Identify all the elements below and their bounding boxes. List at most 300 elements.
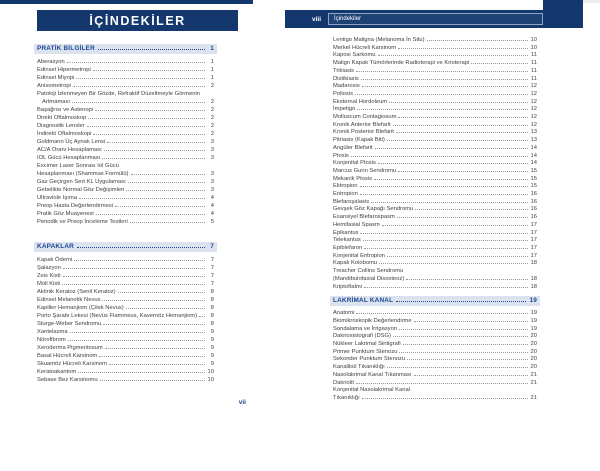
toc-entry-label: Konjenital Entropion <box>333 252 385 259</box>
toc-entry <box>333 168 537 176</box>
dotted-leader <box>360 194 528 195</box>
toc-entry <box>333 37 537 45</box>
dotted-leader <box>356 313 528 314</box>
toc-entry-label: Periodik ve Preop İnceleme Testleri <box>37 219 128 225</box>
dotted-leader <box>378 55 528 56</box>
toc-entry-label: Gevşek Göz Kapağı Sendromu <box>333 206 414 213</box>
dotted-leader <box>115 206 205 207</box>
toc-entry-page-number: 16 <box>530 214 537 221</box>
toc-entry-label: Epikantus <box>333 229 359 236</box>
toc-entry-page-number: 9 <box>210 345 214 351</box>
dotted-leader <box>126 308 205 309</box>
toc-entry <box>37 210 214 218</box>
toc-entry-label: Madarosis <box>333 83 360 90</box>
dotted-leader <box>364 287 528 288</box>
toc-entry-label: Sekonder Punktum Stenozu <box>333 356 406 363</box>
dotted-leader <box>396 132 528 133</box>
toc-entry-page-number: 20 <box>530 356 537 363</box>
toc-entry <box>37 304 214 312</box>
dotted-leader <box>99 356 205 357</box>
toc-entry <box>37 186 214 194</box>
toc-entry-page-number: 2 <box>210 99 214 105</box>
toc-entry-label: Marcus Gunn Sendromu <box>333 167 397 174</box>
toc-entry-page-number: 1 <box>210 67 214 73</box>
toc-entry-label: Diagnostik Lensler <box>37 123 85 129</box>
toc-entry <box>333 260 537 268</box>
toc-entry <box>333 222 537 230</box>
toc-entry-label: Excimer Laser Sonrası Iol Gücü <box>37 163 119 169</box>
toc-entry <box>37 360 214 368</box>
dotted-leader <box>356 383 528 384</box>
toc-entry-page-number: 3 <box>210 139 214 145</box>
section-header <box>34 44 217 54</box>
right-folio-page-number: viii <box>312 15 322 23</box>
toc-entry-label: Pitriasis (Kapak Biti) <box>333 137 385 144</box>
dotted-leader <box>398 171 528 172</box>
toc-entry <box>333 387 537 395</box>
toc-entry <box>333 395 537 403</box>
toc-entry-page-number: 17 <box>530 237 537 244</box>
toc-entry-label: İmpetigo <box>333 106 356 113</box>
toc-entry <box>333 276 537 284</box>
toc-entry-label: Konjenital Nasolakrimal Kanal <box>333 387 411 394</box>
toc-entry <box>37 320 214 328</box>
toc-entry-page-number: 10 <box>207 369 214 375</box>
toc-entry <box>37 138 214 146</box>
toc-entry-page-number: 3 <box>210 179 214 185</box>
section-page-number: 7 <box>210 243 214 250</box>
contents-title-banner <box>37 10 238 31</box>
dotted-leader <box>102 300 205 301</box>
toc-entry <box>333 60 537 68</box>
toc-entry-label: Artmaması <box>42 99 71 105</box>
toc-entry-page-number: 12 <box>530 106 537 113</box>
toc-entry <box>37 336 214 344</box>
toc-entry-page-number: 12 <box>530 83 537 90</box>
toc-entry-page-number: 14 <box>530 144 537 151</box>
toc-entry-page-number: 1 <box>210 75 214 81</box>
dotted-leader <box>427 40 528 41</box>
toc-entry <box>37 194 214 202</box>
toc-entry-label: Telekantus <box>333 237 361 244</box>
toc-entry <box>333 237 537 245</box>
dotted-leader <box>371 202 528 203</box>
dotted-leader <box>471 63 528 64</box>
toc-entry <box>37 296 214 304</box>
toc-entry-page-number: 4 <box>210 211 214 217</box>
toc-entry-page-number: 15 <box>530 183 537 190</box>
toc-entry-page-number: 18 <box>530 283 537 290</box>
dotted-leader <box>128 182 205 183</box>
toc-entry-label: Biomikroskopik Değerlendirme <box>333 317 412 324</box>
dotted-leader <box>355 94 528 95</box>
toc-entry-page-number: 12 <box>530 90 537 97</box>
toc-entry <box>333 153 537 161</box>
entry-list <box>333 37 537 291</box>
dotted-leader <box>407 359 528 360</box>
toc-entry <box>333 68 537 76</box>
entry-list <box>37 256 214 384</box>
toc-entry-label: Trikiasis <box>333 67 355 74</box>
toc-entry-page-number: 10 <box>207 377 214 383</box>
dotted-leader <box>398 48 528 49</box>
toc-entry-label: Aktinik Keratoz (Senil Keratoz) <box>37 289 116 295</box>
dotted-leader <box>414 321 528 322</box>
toc-entry <box>333 45 537 53</box>
toc-entry <box>333 145 537 153</box>
toc-entry-page-number: 2 <box>210 123 214 129</box>
toc-entry-label: Başağrısı ve Astenopi <box>37 107 94 113</box>
toc-entry <box>333 176 537 184</box>
dotted-leader <box>393 125 528 126</box>
toc-entry <box>333 91 537 99</box>
dotted-leader <box>360 186 529 187</box>
toc-entry-page-number: 16 <box>530 191 537 198</box>
toc-entry-label: Kaposi Sarkomu <box>333 52 376 59</box>
toc-entry-page-number: 16 <box>530 206 537 213</box>
toc-entry-label: Pratik Göz Muayenesi <box>37 211 94 217</box>
toc-entry <box>37 90 214 98</box>
toc-entry-label: Patoloji İzlenmeyen Bir Gözde, Refraktif Düzeltmeyle Görmenin <box>37 91 201 97</box>
dotted-leader <box>63 276 205 277</box>
toc-entry <box>333 83 537 91</box>
dotted-leader <box>105 348 205 349</box>
toc-entry-label: Sebase Bez Karsinomu <box>37 377 98 383</box>
toc-entry <box>37 328 214 336</box>
toc-entry-page-number: 15 <box>530 167 537 174</box>
entry-list <box>37 58 214 226</box>
toc-entry-label: Nükleer Lakrimal Sintigrafi <box>333 341 401 348</box>
section-header <box>34 242 217 252</box>
toc-entry-label: Merkel Hücreli Karsinom <box>333 44 397 51</box>
dotted-leader <box>118 292 205 293</box>
toc-entry-label: Dakriolit <box>333 379 354 386</box>
toc-entry <box>37 288 214 296</box>
toc-entry <box>37 264 214 272</box>
toc-entry-label: Moll Kisti <box>37 281 61 287</box>
dotted-leader <box>361 79 528 80</box>
page-edge-shade <box>583 0 600 3</box>
toc-entry-label: Preop Hasta Değerlendirmesi <box>37 203 114 209</box>
toc-entry <box>333 230 537 238</box>
toc-entry-page-number: 9 <box>210 361 214 367</box>
dotted-leader <box>396 301 526 302</box>
dotted-leader <box>79 198 205 199</box>
toc-entry <box>333 349 537 357</box>
dotted-leader <box>88 118 205 119</box>
dotted-leader <box>351 156 528 157</box>
toc-entry-label: (Mandibulofasial Disosteoz) <box>333 275 405 282</box>
toc-entry-label: Zeis Kisti <box>37 273 61 279</box>
toc-entry-label: Anatomi <box>333 310 355 317</box>
toc-entry-label: Hemifasial Spasm <box>333 221 380 228</box>
toc-entry-page-number: 1 <box>210 59 214 65</box>
toc-entry <box>37 122 214 130</box>
toc-entry <box>37 58 214 66</box>
toc-entry-label: Gaz Geçirgen Sert KL Uygulaması <box>37 179 126 185</box>
toc-entry-page-number: 13 <box>530 129 537 136</box>
toc-entry <box>333 191 537 199</box>
toc-entry-label: Direkt Oftalmoskop <box>37 115 87 121</box>
toc-entry-page-number: 19 <box>530 325 537 332</box>
toc-entry <box>333 333 537 341</box>
toc-entry-label: Goldmann Üç Aynalı Lensi <box>37 139 106 145</box>
page-title: İÇİNDEKİLER <box>89 13 186 28</box>
toc-entry-label: Hesaplanması (Shammas Formülü) <box>37 171 129 177</box>
toc-entry-page-number: 8 <box>210 289 214 295</box>
toc-entry <box>333 268 537 276</box>
toc-entry-page-number: 17 <box>530 221 537 228</box>
dotted-leader <box>362 398 528 399</box>
dotted-leader <box>130 222 205 223</box>
dotted-leader <box>382 225 528 226</box>
toc-entry-label: Basal Hücreli Karsinom <box>37 353 98 359</box>
toc-entry-label: Tıkanıklığı <box>333 394 360 401</box>
dotted-leader <box>415 209 528 210</box>
right-toc-column <box>333 33 537 460</box>
toc-entry <box>37 162 214 170</box>
dotted-leader <box>77 247 205 248</box>
toc-entry <box>333 99 537 107</box>
dotted-leader <box>399 329 528 330</box>
toc-entry <box>37 114 214 122</box>
dotted-leader <box>103 324 205 325</box>
toc-entry-label: Kriptoftalmi <box>333 283 362 290</box>
dotted-leader <box>360 233 528 234</box>
toc-entry <box>37 146 214 154</box>
toc-entry-page-number: 7 <box>210 281 214 287</box>
toc-entry-label: Konjenital Ptosis <box>333 160 376 167</box>
top-accent-bar <box>0 0 253 4</box>
toc-entry-page-number: 14 <box>530 152 537 159</box>
dotted-leader <box>406 279 528 280</box>
toc-entry-label: Kanalikül Tıkanıklığı <box>333 364 385 371</box>
dotted-leader <box>76 78 205 79</box>
toc-entry-page-number: 17 <box>530 252 537 259</box>
toc-entry <box>37 82 214 90</box>
section-page-number: 19 <box>529 297 537 305</box>
toc-entry-page-number: 2 <box>210 107 214 113</box>
toc-entry <box>37 376 214 384</box>
toc-entry-page-number: 21 <box>530 379 537 386</box>
toc-entry <box>333 253 537 261</box>
toc-entry-page-number: 19 <box>530 310 537 317</box>
toc-entry-label: Kapak Kolobomu <box>333 260 378 267</box>
toc-entry-page-number: 21 <box>530 394 537 401</box>
toc-entry-label: Gebelikte Normal Göz Değişimleri <box>37 187 125 193</box>
toc-entry-page-number: 19 <box>530 317 537 324</box>
dotted-leader <box>102 158 205 159</box>
left-toc-column <box>37 44 214 471</box>
toc-entry-page-number: 14 <box>530 160 537 167</box>
toc-entry-page-number: 12 <box>530 114 537 121</box>
toc-entry-label: Keratoakantom <box>37 369 77 375</box>
dotted-leader <box>393 336 528 337</box>
dotted-leader <box>126 190 205 191</box>
dotted-leader <box>93 134 205 135</box>
toc-entry-label: Eksternal Hordoleum <box>333 98 388 105</box>
dotted-leader <box>96 214 205 215</box>
toc-entry-label: Entropion <box>333 191 358 198</box>
dotted-leader <box>107 142 205 143</box>
dotted-leader <box>399 352 528 353</box>
toc-entry <box>333 284 537 292</box>
dotted-leader <box>100 380 205 381</box>
toc-entry <box>37 154 214 162</box>
toc-entry-page-number: 8 <box>210 321 214 327</box>
left-page <box>0 0 260 427</box>
running-header-bar <box>285 10 583 28</box>
toc-entry-page-number: 4 <box>210 195 214 201</box>
dotted-leader <box>356 71 528 72</box>
toc-entry-page-number: 3 <box>210 147 214 153</box>
toc-entry <box>333 326 537 334</box>
toc-entry <box>37 178 214 186</box>
toc-entry-page-number: 18 <box>530 275 537 282</box>
toc-entry-label: Poliosis <box>333 90 353 97</box>
toc-entry-page-number: 20 <box>530 364 537 371</box>
dotted-leader <box>387 367 528 368</box>
toc-entry <box>333 310 537 318</box>
toc-entry <box>333 364 537 372</box>
toc-entry-page-number: 2 <box>210 131 214 137</box>
toc-entry <box>333 122 537 130</box>
toc-entry-page-number: 16 <box>530 198 537 205</box>
toc-entry <box>333 129 537 137</box>
toc-entry-label: Skuamöz Hücreli Karsinom <box>37 361 107 367</box>
toc-entry-page-number: 7 <box>210 257 214 263</box>
dotted-leader <box>379 263 528 264</box>
section-header <box>330 296 540 306</box>
toc-entry-page-number: 7 <box>210 265 214 271</box>
dotted-leader <box>362 86 528 87</box>
toc-entry-label: Dakriosistografi (DSG) <box>333 333 391 340</box>
dotted-leader <box>389 102 528 103</box>
toc-entry-page-number: 10 <box>530 37 537 43</box>
toc-entry-label: Xeroderma Pigmentosum <box>37 345 103 351</box>
toc-entry <box>333 318 537 326</box>
toc-entry <box>333 114 537 122</box>
toc-entry-label: Lentigo Maligna (Melanoma İn Situ) <box>333 37 425 43</box>
toc-entry-page-number: 10 <box>530 44 537 51</box>
toc-entry-page-number: 20 <box>530 348 537 355</box>
toc-entry <box>37 98 214 106</box>
toc-entry <box>37 256 214 264</box>
dotted-leader <box>397 217 528 218</box>
dotted-leader <box>72 102 205 103</box>
toc-entry-page-number: 8 <box>210 305 214 311</box>
toc-entry-label: IOL Gücü Hesaplanması <box>37 155 101 161</box>
toc-entry-page-number: 20 <box>530 333 537 340</box>
toc-entry <box>333 372 537 380</box>
toc-entry-page-number: 11 <box>530 52 537 59</box>
toc-entry <box>333 76 537 84</box>
toc-entry-label: Nörofibrom <box>37 337 66 343</box>
toc-entry-label: Molluscum Contagiosum <box>333 114 397 121</box>
section-page-number: 1 <box>210 45 214 52</box>
toc-entry <box>333 214 537 222</box>
toc-entry <box>333 183 537 191</box>
toc-entry-page-number: 17 <box>530 244 537 251</box>
toc-entry-label: Treacher Collins Sendromu <box>333 268 404 275</box>
toc-entry-page-number: 12 <box>530 121 537 128</box>
dotted-leader <box>375 148 528 149</box>
dotted-leader <box>364 248 528 249</box>
toc-entry <box>333 380 537 388</box>
dotted-leader <box>387 140 528 141</box>
toc-entry <box>37 106 214 114</box>
toc-entry-page-number: 3 <box>210 171 214 177</box>
toc-entry-label: Kapiller Hemanjiom (Çilek Nevus) <box>37 305 124 311</box>
toc-entry-label: Kronik Anterior Blefarit <box>333 121 391 128</box>
toc-entry-label: Epiblefaron <box>333 244 363 251</box>
dotted-leader <box>62 284 205 285</box>
dotted-leader <box>414 375 528 376</box>
toc-entry <box>333 356 537 364</box>
toc-entry-label: AC/A Oranı Hesaplaması <box>37 147 102 153</box>
toc-entry <box>333 245 537 253</box>
dotted-leader <box>109 364 205 365</box>
toc-entry <box>37 66 214 74</box>
toc-entry <box>37 312 214 320</box>
toc-entry-page-number: 9 <box>210 329 214 335</box>
left-folio-page-number: vii <box>238 399 246 406</box>
toc-entry-label: Kronik Posterior Blefarit <box>333 129 394 136</box>
toc-entry <box>37 202 214 210</box>
dotted-leader <box>357 109 528 110</box>
dotted-leader <box>199 316 205 317</box>
dotted-leader <box>70 332 205 333</box>
dotted-leader <box>95 110 205 111</box>
entry-list <box>333 310 537 402</box>
toc-entry-page-number: 12 <box>530 98 537 105</box>
toc-entry <box>333 160 537 168</box>
toc-entry <box>37 352 214 360</box>
toc-entry <box>333 199 537 207</box>
toc-entry-page-number: 2 <box>210 83 214 89</box>
dotted-leader <box>104 150 205 151</box>
toc-entry-page-number: 7 <box>210 273 214 279</box>
running-header-title: İçindekiler <box>334 16 362 22</box>
toc-entry-page-number: 8 <box>210 313 214 319</box>
dotted-leader <box>74 260 205 261</box>
toc-entry-label: Edinsel Miyopi <box>37 75 75 81</box>
toc-entry-page-number: 4 <box>210 203 214 209</box>
toc-entry-label: Kapak Ödemi <box>37 257 73 263</box>
toc-entry-label: Xantelasma <box>37 329 68 335</box>
dotted-leader <box>398 117 528 118</box>
toc-entry-label: Anisometropi <box>37 83 71 89</box>
toc-entry-page-number: 11 <box>530 67 537 74</box>
toc-entry-page-number: 3 <box>210 187 214 193</box>
toc-entry-label: Aberasyon <box>37 59 65 65</box>
dotted-leader <box>131 174 206 175</box>
toc-entry-label: Şalazyon <box>37 265 61 271</box>
toc-entry-label: Blefaroşalasis <box>333 198 370 205</box>
toc-entry <box>37 272 214 280</box>
toc-entry <box>37 218 214 226</box>
toc-entry <box>37 74 214 82</box>
toc-entry-page-number: 9 <box>210 337 214 343</box>
toc-entry-label: Mekanik Ptosis <box>333 175 372 182</box>
toc-entry-label: Sturge-Weber Sendromu <box>37 321 102 327</box>
toc-entry <box>333 206 537 214</box>
dotted-leader <box>378 163 528 164</box>
dotted-leader <box>387 256 528 257</box>
toc-entry-label: İndirekt Oftalmoskopi <box>37 131 92 137</box>
toc-entry-page-number: 13 <box>530 137 537 144</box>
section-label: PRATİK BİLGİLER <box>37 45 95 52</box>
